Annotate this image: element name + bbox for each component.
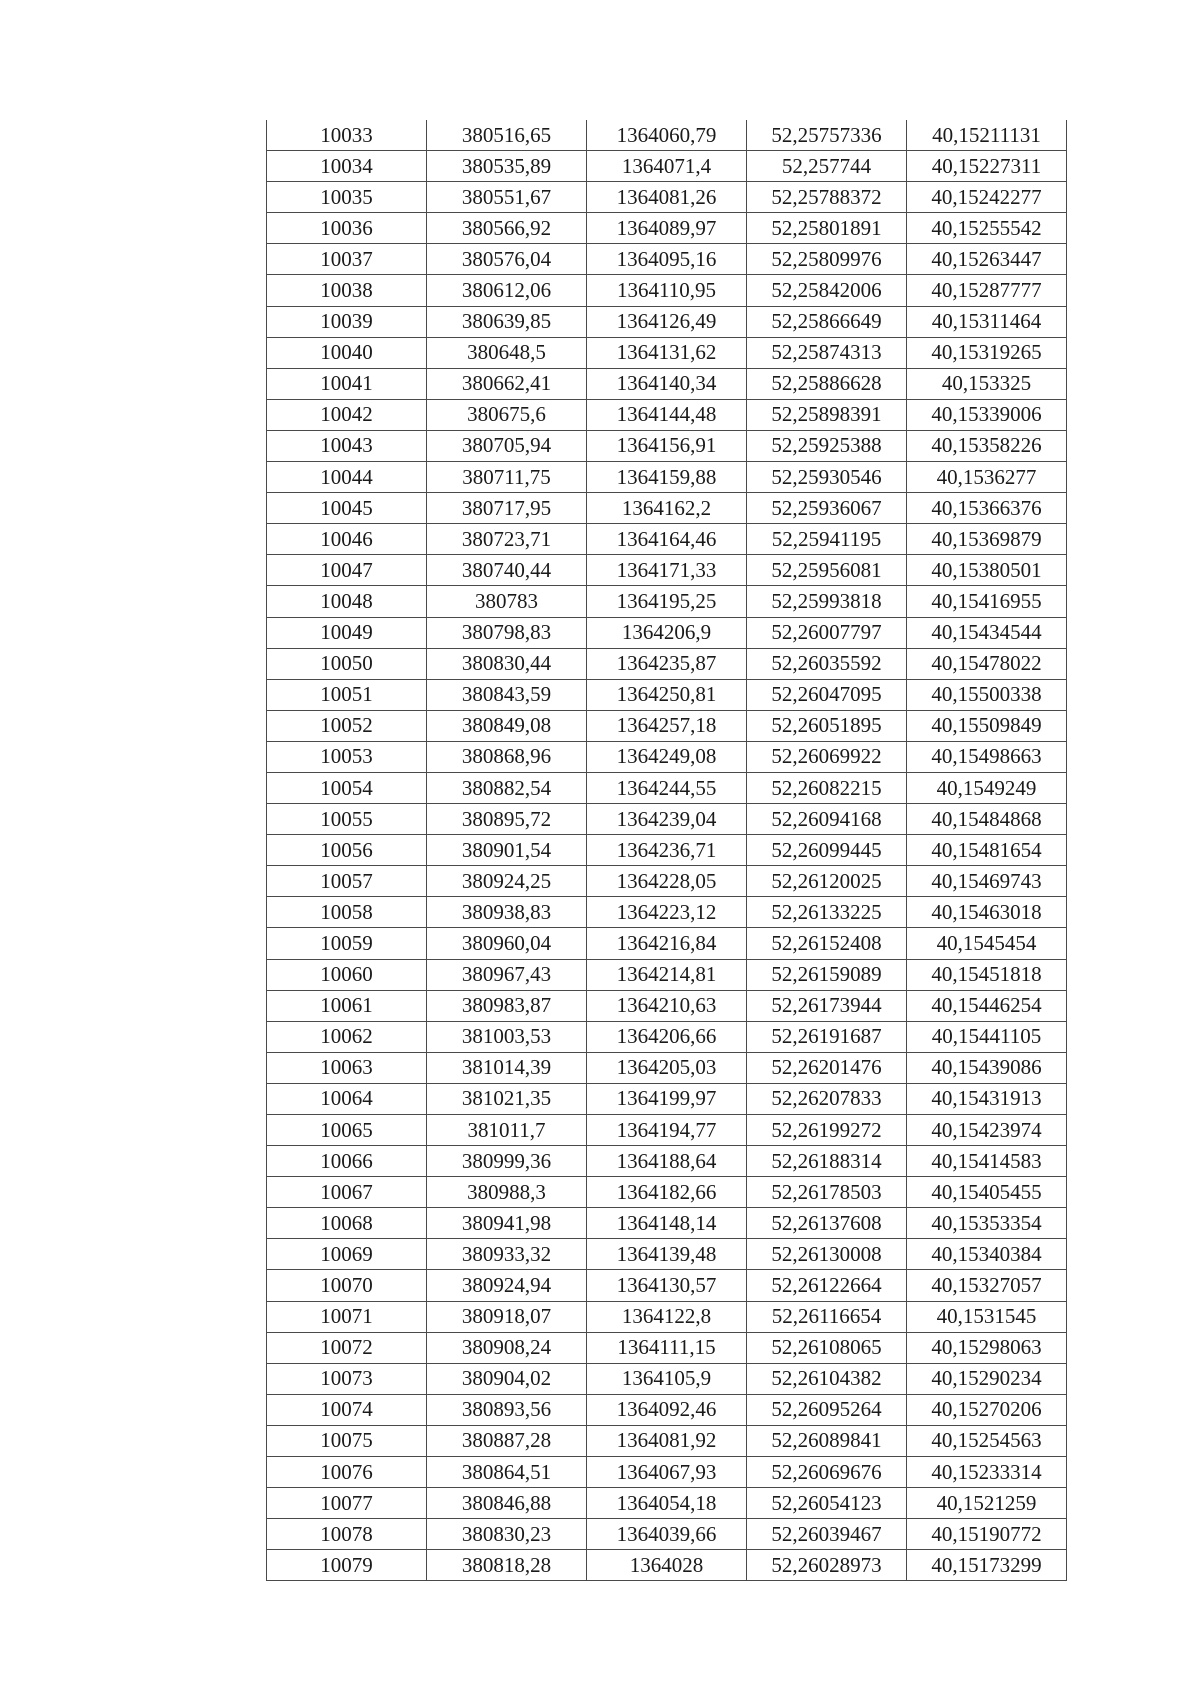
table-row <box>267 399 1067 430</box>
latitude-cell: 52,26207833 <box>747 1083 907 1114</box>
longitude-cell: 40,15242277 <box>907 182 1067 213</box>
latitude-cell: 52,26035592 <box>747 648 907 679</box>
point-number-cell: 10042 <box>267 399 427 430</box>
table-row <box>267 1021 1067 1052</box>
point-number-cell: 10062 <box>267 1021 427 1052</box>
table-row <box>267 866 1067 897</box>
table-row <box>267 1425 1067 1456</box>
x-coordinate-cell: 380893,56 <box>427 1394 587 1425</box>
table-row <box>267 1332 1067 1363</box>
latitude-cell: 52,26173944 <box>747 990 907 1021</box>
table-row <box>267 493 1067 524</box>
x-coordinate-cell: 380576,04 <box>427 244 587 275</box>
point-number-cell: 10034 <box>267 151 427 182</box>
longitude-cell: 40,15298063 <box>907 1332 1067 1363</box>
latitude-cell: 52,25925388 <box>747 430 907 461</box>
longitude-cell: 40,15211131 <box>907 120 1067 151</box>
longitude-cell: 40,1545454 <box>907 928 1067 959</box>
x-coordinate-cell: 380908,24 <box>427 1332 587 1363</box>
longitude-cell: 40,15369879 <box>907 524 1067 555</box>
latitude-cell: 52,26159089 <box>747 959 907 990</box>
x-coordinate-cell: 380798,83 <box>427 617 587 648</box>
coordinates-table-body <box>267 120 1067 1581</box>
point-number-cell: 10043 <box>267 430 427 461</box>
longitude-cell: 40,15484868 <box>907 804 1067 835</box>
point-number-cell: 10074 <box>267 1394 427 1425</box>
x-coordinate-cell: 380999,36 <box>427 1146 587 1177</box>
x-coordinate-cell: 380551,67 <box>427 182 587 213</box>
longitude-cell: 40,15353354 <box>907 1208 1067 1239</box>
x-coordinate-cell: 380882,54 <box>427 772 587 803</box>
x-coordinate-cell: 380566,92 <box>427 213 587 244</box>
longitude-cell: 40,15255542 <box>907 213 1067 244</box>
latitude-cell: 52,26095264 <box>747 1394 907 1425</box>
point-number-cell: 10039 <box>267 306 427 337</box>
x-coordinate-cell: 380895,72 <box>427 804 587 835</box>
x-coordinate-cell: 380723,71 <box>427 524 587 555</box>
table-row <box>267 524 1067 555</box>
table-row <box>267 120 1067 151</box>
point-number-cell: 10063 <box>267 1052 427 1083</box>
y-coordinate-cell: 1364131,62 <box>587 337 747 368</box>
table-row <box>267 182 1067 213</box>
x-coordinate-cell: 380843,59 <box>427 679 587 710</box>
point-number-cell: 10057 <box>267 866 427 897</box>
y-coordinate-cell: 1364060,79 <box>587 120 747 151</box>
y-coordinate-cell: 1364194,77 <box>587 1115 747 1146</box>
y-coordinate-cell: 1364236,71 <box>587 835 747 866</box>
latitude-cell: 52,26108065 <box>747 1332 907 1363</box>
table-row <box>267 462 1067 493</box>
y-coordinate-cell: 1364148,14 <box>587 1208 747 1239</box>
table-row <box>267 1146 1067 1177</box>
longitude-cell: 40,15431913 <box>907 1083 1067 1114</box>
x-coordinate-cell: 380938,83 <box>427 897 587 928</box>
x-coordinate-cell: 380740,44 <box>427 555 587 586</box>
latitude-cell: 52,26039467 <box>747 1519 907 1550</box>
latitude-cell: 52,26191687 <box>747 1021 907 1052</box>
longitude-cell: 40,1531545 <box>907 1301 1067 1332</box>
y-coordinate-cell: 1364156,91 <box>587 430 747 461</box>
table-row <box>267 804 1067 835</box>
x-coordinate-cell: 380612,06 <box>427 275 587 306</box>
x-coordinate-cell: 380535,89 <box>427 151 587 182</box>
point-number-cell: 10071 <box>267 1301 427 1332</box>
y-coordinate-cell: 1364039,66 <box>587 1519 747 1550</box>
table-row <box>267 835 1067 866</box>
longitude-cell: 40,15439086 <box>907 1052 1067 1083</box>
x-coordinate-cell: 380662,41 <box>427 368 587 399</box>
table-row <box>267 1550 1067 1581</box>
y-coordinate-cell: 1364195,25 <box>587 586 747 617</box>
y-coordinate-cell: 1364199,97 <box>587 1083 747 1114</box>
latitude-cell: 52,25941195 <box>747 524 907 555</box>
longitude-cell: 40,15498663 <box>907 741 1067 772</box>
x-coordinate-cell: 380918,07 <box>427 1301 587 1332</box>
table-row <box>267 1208 1067 1239</box>
latitude-cell: 52,26199272 <box>747 1115 907 1146</box>
point-number-cell: 10040 <box>267 337 427 368</box>
x-coordinate-cell: 380830,23 <box>427 1519 587 1550</box>
latitude-cell: 52,25874313 <box>747 337 907 368</box>
latitude-cell: 52,25956081 <box>747 555 907 586</box>
point-number-cell: 10044 <box>267 462 427 493</box>
point-number-cell: 10078 <box>267 1519 427 1550</box>
x-coordinate-cell: 380933,32 <box>427 1239 587 1270</box>
latitude-cell: 52,25898391 <box>747 399 907 430</box>
point-number-cell: 10041 <box>267 368 427 399</box>
latitude-cell: 52,26152408 <box>747 928 907 959</box>
y-coordinate-cell: 1364089,97 <box>587 213 747 244</box>
latitude-cell: 52,26201476 <box>747 1052 907 1083</box>
table-row <box>267 959 1067 990</box>
x-coordinate-cell: 380675,6 <box>427 399 587 430</box>
latitude-cell: 52,25930546 <box>747 462 907 493</box>
table-row <box>267 928 1067 959</box>
y-coordinate-cell: 1364210,63 <box>587 990 747 1021</box>
table-row <box>267 1394 1067 1425</box>
table-row <box>267 679 1067 710</box>
point-number-cell: 10065 <box>267 1115 427 1146</box>
latitude-cell: 52,26007797 <box>747 617 907 648</box>
y-coordinate-cell: 1364206,66 <box>587 1021 747 1052</box>
point-number-cell: 10051 <box>267 679 427 710</box>
point-number-cell: 10061 <box>267 990 427 1021</box>
y-coordinate-cell: 1364214,81 <box>587 959 747 990</box>
y-coordinate-cell: 1364028 <box>587 1550 747 1581</box>
y-coordinate-cell: 1364095,16 <box>587 244 747 275</box>
point-number-cell: 10048 <box>267 586 427 617</box>
y-coordinate-cell: 1364228,05 <box>587 866 747 897</box>
x-coordinate-cell: 380783 <box>427 586 587 617</box>
latitude-cell: 52,25936067 <box>747 493 907 524</box>
point-number-cell: 10058 <box>267 897 427 928</box>
coordinates-table <box>266 120 1067 1581</box>
longitude-cell: 40,15446254 <box>907 990 1067 1021</box>
point-number-cell: 10050 <box>267 648 427 679</box>
x-coordinate-cell: 380516,65 <box>427 120 587 151</box>
x-coordinate-cell: 380648,5 <box>427 337 587 368</box>
point-number-cell: 10075 <box>267 1425 427 1456</box>
table-row <box>267 430 1067 461</box>
x-coordinate-cell: 381014,39 <box>427 1052 587 1083</box>
table-row <box>267 648 1067 679</box>
x-coordinate-cell: 380818,28 <box>427 1550 587 1581</box>
longitude-cell: 40,15173299 <box>907 1550 1067 1581</box>
y-coordinate-cell: 1364239,04 <box>587 804 747 835</box>
x-coordinate-cell: 380830,44 <box>427 648 587 679</box>
y-coordinate-cell: 1364159,88 <box>587 462 747 493</box>
table-row <box>267 1301 1067 1332</box>
x-coordinate-cell: 380988,3 <box>427 1177 587 1208</box>
longitude-cell: 40,15434544 <box>907 617 1067 648</box>
longitude-cell: 40,15227311 <box>907 151 1067 182</box>
y-coordinate-cell: 1364164,46 <box>587 524 747 555</box>
x-coordinate-cell: 380846,88 <box>427 1488 587 1519</box>
y-coordinate-cell: 1364122,8 <box>587 1301 747 1332</box>
point-number-cell: 10079 <box>267 1550 427 1581</box>
latitude-cell: 52,25993818 <box>747 586 907 617</box>
x-coordinate-cell: 380711,75 <box>427 462 587 493</box>
point-number-cell: 10054 <box>267 772 427 803</box>
point-number-cell: 10049 <box>267 617 427 648</box>
longitude-cell: 40,15339006 <box>907 399 1067 430</box>
latitude-cell: 52,26130008 <box>747 1239 907 1270</box>
point-number-cell: 10068 <box>267 1208 427 1239</box>
point-number-cell: 10036 <box>267 213 427 244</box>
point-number-cell: 10052 <box>267 710 427 741</box>
latitude-cell: 52,257744 <box>747 151 907 182</box>
y-coordinate-cell: 1364111,15 <box>587 1332 747 1363</box>
latitude-cell: 52,26188314 <box>747 1146 907 1177</box>
latitude-cell: 52,26082215 <box>747 772 907 803</box>
table-row <box>267 772 1067 803</box>
x-coordinate-cell: 380983,87 <box>427 990 587 1021</box>
latitude-cell: 52,26047095 <box>747 679 907 710</box>
y-coordinate-cell: 1364182,66 <box>587 1177 747 1208</box>
latitude-cell: 52,26094168 <box>747 804 907 835</box>
longitude-cell: 40,15469743 <box>907 866 1067 897</box>
y-coordinate-cell: 1364144,48 <box>587 399 747 430</box>
x-coordinate-cell: 380904,02 <box>427 1363 587 1394</box>
x-coordinate-cell: 380941,98 <box>427 1208 587 1239</box>
latitude-cell: 52,26099445 <box>747 835 907 866</box>
table-row <box>267 306 1067 337</box>
latitude-cell: 52,26133225 <box>747 897 907 928</box>
table-row <box>267 244 1067 275</box>
latitude-cell: 52,25801891 <box>747 213 907 244</box>
table-row <box>267 990 1067 1021</box>
latitude-cell: 52,26069676 <box>747 1457 907 1488</box>
y-coordinate-cell: 1364235,87 <box>587 648 747 679</box>
longitude-cell: 40,153325 <box>907 368 1067 399</box>
point-number-cell: 10077 <box>267 1488 427 1519</box>
latitude-cell: 52,25866649 <box>747 306 907 337</box>
x-coordinate-cell: 380705,94 <box>427 430 587 461</box>
y-coordinate-cell: 1364162,2 <box>587 493 747 524</box>
y-coordinate-cell: 1364206,9 <box>587 617 747 648</box>
y-coordinate-cell: 1364223,12 <box>587 897 747 928</box>
longitude-cell: 40,1521259 <box>907 1488 1067 1519</box>
latitude-cell: 52,26122664 <box>747 1270 907 1301</box>
longitude-cell: 40,15500338 <box>907 679 1067 710</box>
latitude-cell: 52,26054123 <box>747 1488 907 1519</box>
point-number-cell: 10038 <box>267 275 427 306</box>
table-row <box>267 213 1067 244</box>
latitude-cell: 52,26051895 <box>747 710 907 741</box>
y-coordinate-cell: 1364171,33 <box>587 555 747 586</box>
point-number-cell: 10060 <box>267 959 427 990</box>
x-coordinate-cell: 380960,04 <box>427 928 587 959</box>
latitude-cell: 52,25886628 <box>747 368 907 399</box>
y-coordinate-cell: 1364071,4 <box>587 151 747 182</box>
y-coordinate-cell: 1364092,46 <box>587 1394 747 1425</box>
longitude-cell: 40,1549249 <box>907 772 1067 803</box>
x-coordinate-cell: 380717,95 <box>427 493 587 524</box>
x-coordinate-cell: 380901,54 <box>427 835 587 866</box>
x-coordinate-cell: 381011,7 <box>427 1115 587 1146</box>
table-row <box>267 897 1067 928</box>
x-coordinate-cell: 380924,25 <box>427 866 587 897</box>
longitude-cell: 40,15463018 <box>907 897 1067 928</box>
table-row <box>267 1488 1067 1519</box>
y-coordinate-cell: 1364250,81 <box>587 679 747 710</box>
point-number-cell: 10037 <box>267 244 427 275</box>
y-coordinate-cell: 1364105,9 <box>587 1363 747 1394</box>
y-coordinate-cell: 1364205,03 <box>587 1052 747 1083</box>
longitude-cell: 40,15270206 <box>907 1394 1067 1425</box>
x-coordinate-cell: 380868,96 <box>427 741 587 772</box>
point-number-cell: 10070 <box>267 1270 427 1301</box>
table-row <box>267 1052 1067 1083</box>
table-row <box>267 617 1067 648</box>
point-number-cell: 10076 <box>267 1457 427 1488</box>
longitude-cell: 40,15509849 <box>907 710 1067 741</box>
table-row <box>267 368 1067 399</box>
y-coordinate-cell: 1364244,55 <box>587 772 747 803</box>
point-number-cell: 10033 <box>267 120 427 151</box>
y-coordinate-cell: 1364081,26 <box>587 182 747 213</box>
y-coordinate-cell: 1364249,08 <box>587 741 747 772</box>
longitude-cell: 40,15451818 <box>907 959 1067 990</box>
latitude-cell: 52,26069922 <box>747 741 907 772</box>
latitude-cell: 52,26104382 <box>747 1363 907 1394</box>
point-number-cell: 10064 <box>267 1083 427 1114</box>
x-coordinate-cell: 380887,28 <box>427 1425 587 1456</box>
table-row <box>267 337 1067 368</box>
y-coordinate-cell: 1364257,18 <box>587 710 747 741</box>
longitude-cell: 40,15233314 <box>907 1457 1067 1488</box>
point-number-cell: 10046 <box>267 524 427 555</box>
x-coordinate-cell: 380967,43 <box>427 959 587 990</box>
longitude-cell: 40,15416955 <box>907 586 1067 617</box>
y-coordinate-cell: 1364081,92 <box>587 1425 747 1456</box>
y-coordinate-cell: 1364067,93 <box>587 1457 747 1488</box>
longitude-cell: 40,15358226 <box>907 430 1067 461</box>
longitude-cell: 40,15190772 <box>907 1519 1067 1550</box>
point-number-cell: 10072 <box>267 1332 427 1363</box>
point-number-cell: 10073 <box>267 1363 427 1394</box>
y-coordinate-cell: 1364139,48 <box>587 1239 747 1270</box>
latitude-cell: 52,26178503 <box>747 1177 907 1208</box>
latitude-cell: 52,25842006 <box>747 275 907 306</box>
longitude-cell: 40,15414583 <box>907 1146 1067 1177</box>
longitude-cell: 40,15290234 <box>907 1363 1067 1394</box>
latitude-cell: 52,26028973 <box>747 1550 907 1581</box>
table-row <box>267 1457 1067 1488</box>
x-coordinate-cell: 380639,85 <box>427 306 587 337</box>
y-coordinate-cell: 1364140,34 <box>587 368 747 399</box>
point-number-cell: 10056 <box>267 835 427 866</box>
longitude-cell: 40,15263447 <box>907 244 1067 275</box>
x-coordinate-cell: 380849,08 <box>427 710 587 741</box>
latitude-cell: 52,25757336 <box>747 120 907 151</box>
longitude-cell: 40,15327057 <box>907 1270 1067 1301</box>
y-coordinate-cell: 1364126,49 <box>587 306 747 337</box>
table-row <box>267 1115 1067 1146</box>
y-coordinate-cell: 1364130,57 <box>587 1270 747 1301</box>
table-row <box>267 710 1067 741</box>
latitude-cell: 52,25809976 <box>747 244 907 275</box>
table-row <box>267 1177 1067 1208</box>
latitude-cell: 52,26120025 <box>747 866 907 897</box>
table-row <box>267 555 1067 586</box>
latitude-cell: 52,26089841 <box>747 1425 907 1456</box>
y-coordinate-cell: 1364188,64 <box>587 1146 747 1177</box>
point-number-cell: 10067 <box>267 1177 427 1208</box>
table-row <box>267 586 1067 617</box>
longitude-cell: 40,15340384 <box>907 1239 1067 1270</box>
longitude-cell: 40,15254563 <box>907 1425 1067 1456</box>
longitude-cell: 40,15366376 <box>907 493 1067 524</box>
table-row <box>267 1519 1067 1550</box>
longitude-cell: 40,15423974 <box>907 1115 1067 1146</box>
y-coordinate-cell: 1364054,18 <box>587 1488 747 1519</box>
y-coordinate-cell: 1364110,95 <box>587 275 747 306</box>
point-number-cell: 10066 <box>267 1146 427 1177</box>
table-row <box>267 1270 1067 1301</box>
longitude-cell: 40,15287777 <box>907 275 1067 306</box>
table-row <box>267 151 1067 182</box>
table-row <box>267 1083 1067 1114</box>
longitude-cell: 40,15311464 <box>907 306 1067 337</box>
x-coordinate-cell: 380864,51 <box>427 1457 587 1488</box>
latitude-cell: 52,26116654 <box>747 1301 907 1332</box>
table-row <box>267 741 1067 772</box>
longitude-cell: 40,15441105 <box>907 1021 1067 1052</box>
longitude-cell: 40,15319265 <box>907 337 1067 368</box>
longitude-cell: 40,1536277 <box>907 462 1067 493</box>
longitude-cell: 40,15481654 <box>907 835 1067 866</box>
table-row <box>267 1363 1067 1394</box>
x-coordinate-cell: 381021,35 <box>427 1083 587 1114</box>
point-number-cell: 10059 <box>267 928 427 959</box>
point-number-cell: 10053 <box>267 741 427 772</box>
point-number-cell: 10055 <box>267 804 427 835</box>
x-coordinate-cell: 381003,53 <box>427 1021 587 1052</box>
latitude-cell: 52,26137608 <box>747 1208 907 1239</box>
point-number-cell: 10047 <box>267 555 427 586</box>
point-number-cell: 10069 <box>267 1239 427 1270</box>
x-coordinate-cell: 380924,94 <box>427 1270 587 1301</box>
longitude-cell: 40,15380501 <box>907 555 1067 586</box>
point-number-cell: 10045 <box>267 493 427 524</box>
y-coordinate-cell: 1364216,84 <box>587 928 747 959</box>
point-number-cell: 10035 <box>267 182 427 213</box>
longitude-cell: 40,15478022 <box>907 648 1067 679</box>
latitude-cell: 52,25788372 <box>747 182 907 213</box>
table-row <box>267 275 1067 306</box>
table-row <box>267 1239 1067 1270</box>
longitude-cell: 40,15405455 <box>907 1177 1067 1208</box>
